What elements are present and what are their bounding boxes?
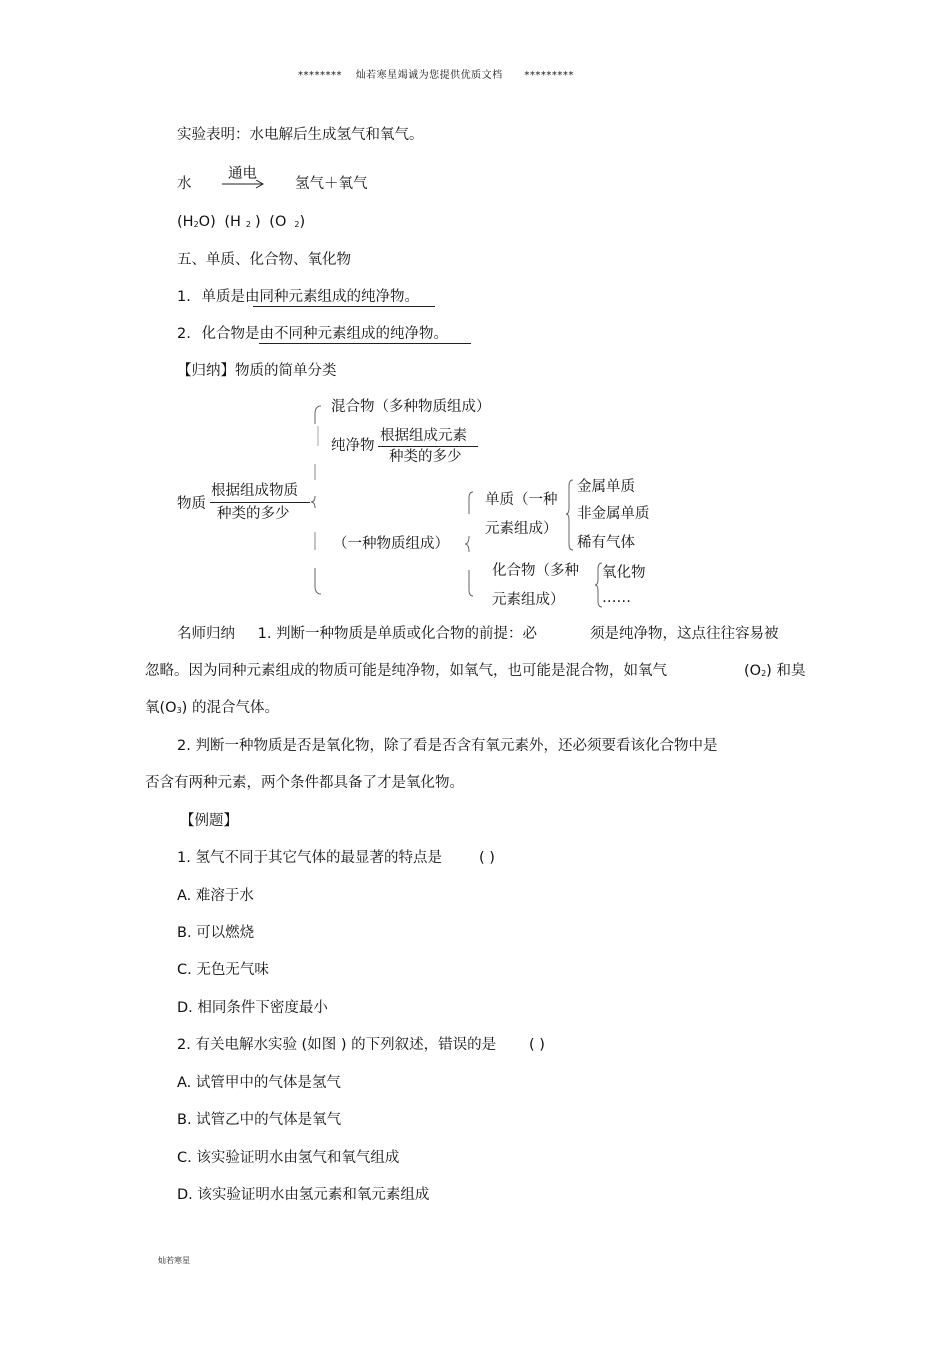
pure-brace-icon xyxy=(464,490,476,598)
teacher-note-line2-end: (O2) 和臭 xyxy=(744,663,806,679)
class-ellipsis: …… xyxy=(602,590,631,606)
q1-option-c: C. 无色无气味 xyxy=(177,962,269,978)
question-1-paren: ( ) xyxy=(479,850,495,866)
q2-option-c: C. 该实验证明水由氢气和氧气组成 xyxy=(177,1150,400,1166)
definition-element-underlined: 由同种元素组成的纯净物。 xyxy=(244,289,419,305)
class-mixture: 混合物（多种物质组成） xyxy=(331,399,491,415)
page-header xyxy=(298,66,574,81)
definition-compound-underlined: 不同种元素组成的纯净物。 xyxy=(273,326,448,342)
class-root-basis-divider xyxy=(210,502,310,503)
formula-hydrogen: (H 2 ) xyxy=(224,214,261,230)
teacher-note-p2-line2: 否含有两种元素，两个条件都具备了才是氧化物。 xyxy=(145,775,464,791)
element-brace-icon xyxy=(565,478,575,552)
reaction-condition: 通电 xyxy=(228,166,257,182)
class-nonmetal: 非金属单质 xyxy=(577,506,650,522)
teacher-note-line1: 名师归纳 1. 判断一种物质是单质或化合物的前提：必 xyxy=(177,626,538,642)
class-pure-basis-divider xyxy=(378,446,478,447)
header-left-stars: ******** xyxy=(298,70,342,81)
teacher-note-line3: 氧(O3) 的混合气体。 xyxy=(145,700,279,716)
q1-option-a: A. 难溶于水 xyxy=(177,888,254,904)
reactant-water: 水 xyxy=(177,176,192,192)
q2-option-a: A. 试管甲中的气体是氢气 xyxy=(177,1075,341,1091)
experiment-conclusion: 实验表明：水电解后生成氢气和氧气。 xyxy=(177,127,424,143)
class-oxide: 氧化物 xyxy=(602,565,646,581)
q2-option-d: D. 该实验证明水由氢元素和氧元素组成 xyxy=(177,1187,430,1203)
question-1: 1. 氢气不同于其它气体的最显著的特点是 xyxy=(177,850,442,866)
question-2-paren: ( ) xyxy=(529,1037,545,1053)
class-root: 物质 xyxy=(177,496,206,512)
root-brace-icon xyxy=(311,404,325,596)
class-pure-basis-bottom: 种类的多少 xyxy=(389,449,462,465)
class-compound-line2: 元素组成） xyxy=(492,592,565,608)
q2-option-b: B. 试管乙中的气体是氧气 xyxy=(177,1112,342,1128)
teacher-note-label: 名师归纳 xyxy=(177,626,235,642)
definition-element-underline xyxy=(253,306,435,307)
examples-title: 【例题】 xyxy=(180,813,238,829)
class-noble-gas: 稀有气体 xyxy=(577,535,635,551)
question-2: 2. 有关电解水实验 (如图 ) 的下列叙述，错误的是 xyxy=(177,1037,497,1053)
class-element-line2: 元素组成） xyxy=(485,521,558,537)
reaction-products: 氢气＋氧气 xyxy=(295,176,368,192)
q1-option-b: B. 可以燃烧 xyxy=(177,925,255,941)
class-pure-desc: （一种物质组成） xyxy=(333,536,449,552)
definition-compound-underline xyxy=(259,343,471,344)
header-text: 灿若寒星竭诚为您提供优质文档 xyxy=(355,70,503,81)
class-element-line1: 单质（一种 xyxy=(485,492,558,508)
class-pure: 纯净物 xyxy=(331,438,375,454)
class-root-basis-top: 根据组成物质 xyxy=(211,483,298,499)
reaction-arrow-icon xyxy=(222,180,266,190)
summary-title: 【归纳】物质的简单分类 xyxy=(177,363,337,379)
definition-element: 1. 单质是由同种元素组成的纯净物。 xyxy=(177,289,419,305)
teacher-note-p2-line1: 2. 判断一种物质是否是氧化物，除了看是否含有氧元素外，还必须要看该化合物中是 xyxy=(177,738,718,754)
formulas-line xyxy=(177,213,305,234)
page-footer: 灿若寒星 xyxy=(158,1256,190,1265)
header-right-stars: ********* xyxy=(524,70,574,81)
formula-water: (H2O) xyxy=(177,214,216,230)
class-metal: 金属单质 xyxy=(577,479,635,495)
section-title: 五、单质、化合物、氧化物 xyxy=(177,252,351,268)
class-compound-line1: 化合物（多种 xyxy=(492,563,579,579)
definition-compound: 2. 化合物是由不同种元素组成的纯净物。 xyxy=(177,326,448,342)
formula-oxygen: (O 2) xyxy=(269,214,306,230)
class-root-basis-bottom: 种类的多少 xyxy=(217,506,290,522)
teacher-note-line2: 忽略。因为同种元素组成的物质可能是纯净物，如氧气，也可能是混合物，如氧气 xyxy=(145,663,667,679)
teacher-note-line1-end: 须是纯净物，这点往往容易被 xyxy=(590,626,779,642)
class-pure-basis-top: 根据组成元素 xyxy=(380,428,467,444)
q1-option-d: D. 相同条件下密度最小 xyxy=(177,1000,328,1016)
